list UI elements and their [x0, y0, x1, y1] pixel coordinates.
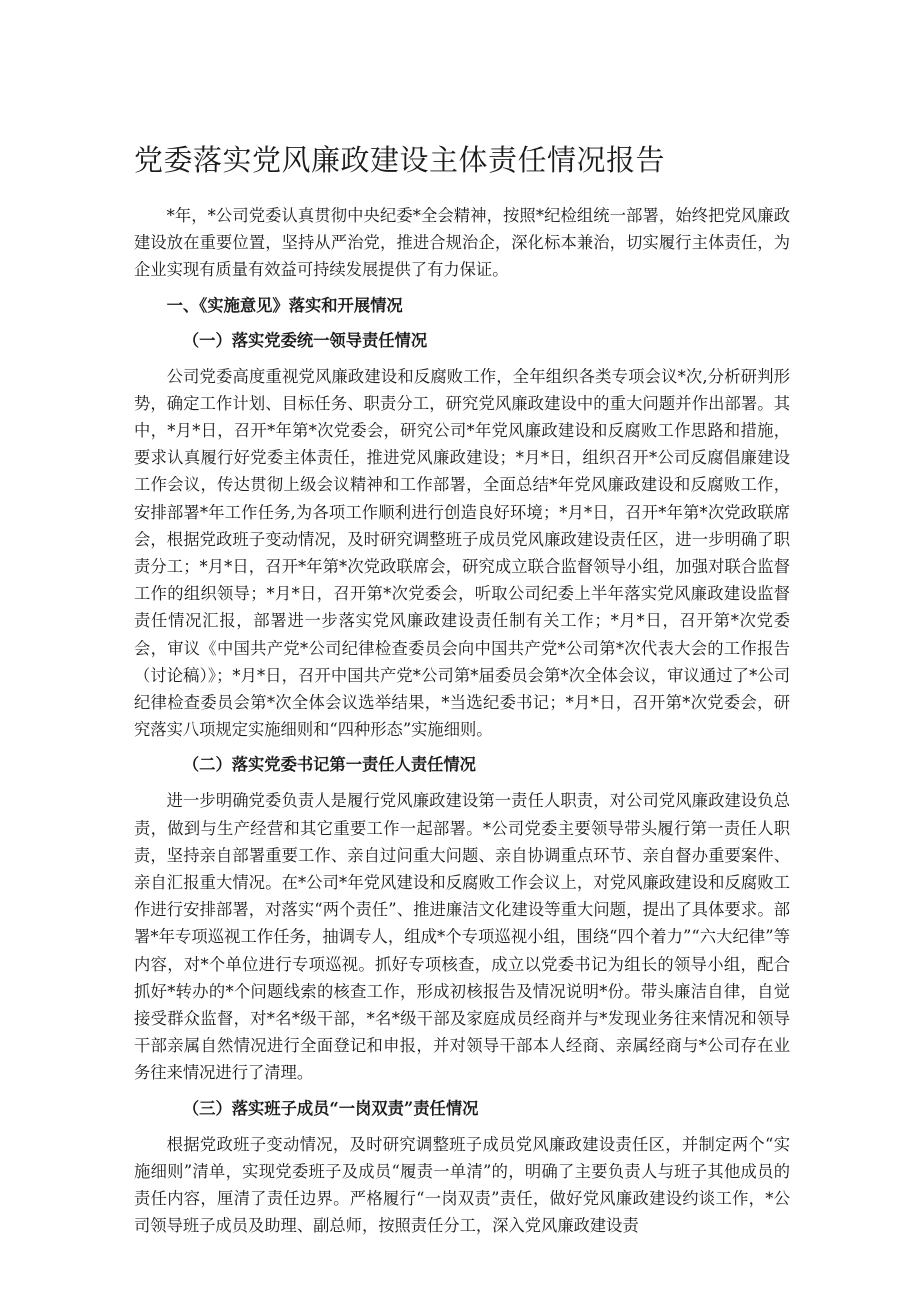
- section-heading-1: 一、《实施意见》落实和开展情况: [166, 295, 403, 315]
- subsection-body-3: 根据党政班子变动情况，及时研究调整班子成员党风廉政建设责任区，并制定两个“实施细则”清单，实现党委班子及成员“履责一单清”的，明确了主要负责人与班子其他成员的责任内容，厘清了责任边界。严格履行“一岗双责”责任，做好党风廉政建设约谈工作，*公司领导班子成员及助理、副总师，按照责任分工，深入党风廉政建设责: [134, 1134, 790, 1236]
- subsection-heading-2: （二）落实党委书记第一责任人责任情况: [182, 755, 476, 775]
- intro-paragraph: *年，*公司党委认真贯彻中央纪委*全会精神，按照*纪检组统一部署，始终把党风廉政建设放在重要位置，坚持从严治党，推进合规治企，深化标本兼治，切实履行主体责任，为企业实现有质量有效益可持续发展提供了有力保证。: [134, 206, 790, 280]
- subsection-body-1: 公司党委高度重视党风廉政建设和反腐败工作，全年组织各类专项会议*次,分析研判形势，确定工作计划、目标任务、职责分工，研究党风廉政建设中的重大问题并作出部署。其中，*月*日，召开*年第*次党委会，研究公司*年党风廉政建设和反腐败工作思路和措施，要求认真履行好党委主体责任，推进党风廉政建设；*月*日，组织召开*公司反腐倡廉建设工作会议，传达贯彻上级会议精神和工作部署，全面总结*年党风廉政建设和反腐败工作，安排部署*年工作任务,为各项工作顺利进行创造良好环境；*月*日，召开*年第*次党政联席会，根据党政班子变动情况，及时研究调整班子成员党风廉政建设责任区，进一步明确了职责分工；*月*日，召开*年第*次党政联席会，研究成立联合监督领导小组，加强对联合监督工作的组织领导；*月*日，召开第*次党委会，听取公司纪委上半年落实党风廉政建设监督责任情况汇报，部署进一步落实党风廉政建设责任制有关工作；*月*日，召开第*次党委会，审议《中国共产党*公司纪律检查委员会向中国共产党*公司第*次代表大会的工作报告（讨论稿）》；*月*日，召开中国共产党*公司第*届委员会第*次全体会议，审议通过了*公司纪律检查委员会第*次全体会议选举结果，*当选纪委书记；*月*日，召开第*次党委会，研究落实八项规定实施细则和“四种形态”实施细则。: [134, 366, 790, 740]
- subsection-heading-1: （一）落实党委统一领导责任情况: [182, 330, 428, 350]
- document-page: [134, 140, 790, 1240]
- subsection-heading-3: （三）落实班子成员“一岗双责”责任情况: [182, 1098, 479, 1118]
- subsection-body-2: 进一步明确党委负责人是履行党风廉政建设第一责任人职责，对公司党风廉政建设负总责，做到与生产经营和其它重要工作一起部署。*公司党委主要领导带头履行第一责任人职责，坚持亲自部署重要工作、亲自过问重大问题、亲自协调重点环节、亲自督办重要案件、亲自汇报重大情况。在*公司*年党风建设和反腐败工作会议上，对党风廉政建设和反腐败工作进行安排部署，对落实“两个责任”、推进廉洁文化建设等重大问题，提出了具体要求。部署*年专项巡视工作任务，抽调专人，组成*个专项巡视小组，围绕“四个着力”“六大纪律”等内容，对*个单位进行专项巡视。抓好专项核查，成立以党委书记为组长的领导小组，配合抓好*转办的*个问题线索的核查工作，形成初核报告及情况说明*份。带头廉洁自律，自觉接受群众监督，对*名*级干部，*名*级干部及家庭成员经商并与*发现业务往来情况和领导干部亲属自然情况进行全面登记和申报，并对领导干部本人经商、亲属经商与*公司存在业务往来情况进行了清理。: [134, 791, 790, 1083]
- document-title: 党委落实党风廉政建设主体责任情况报告: [134, 143, 666, 177]
